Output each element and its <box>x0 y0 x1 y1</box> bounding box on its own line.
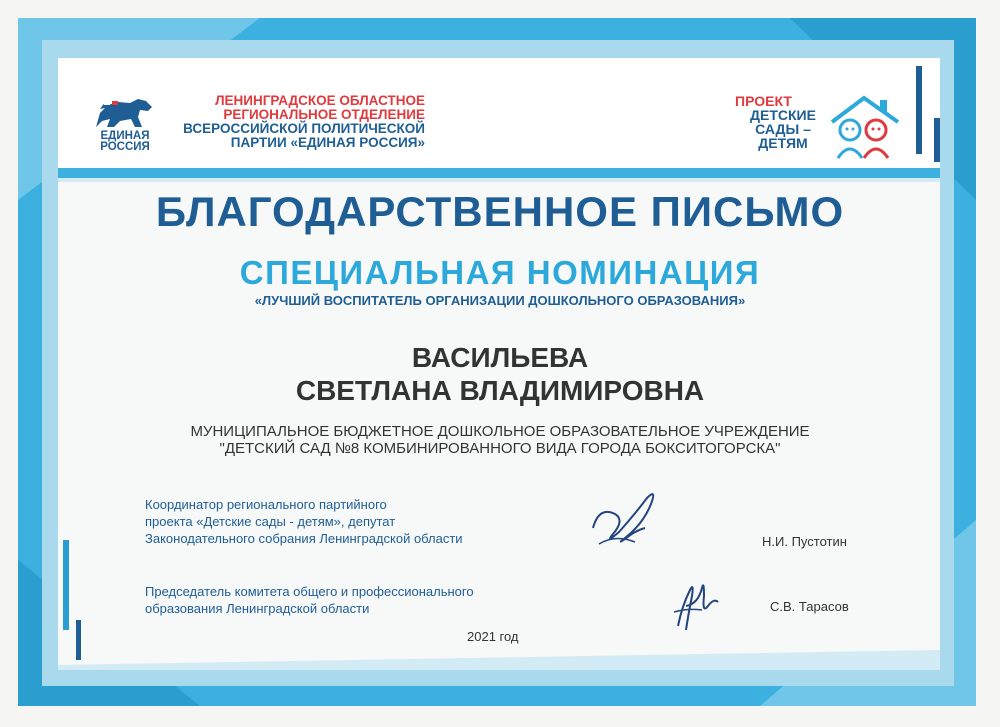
party-org-line2: РЕГИОНАЛЬНОЕ ОТДЕЛЕНИЕ <box>223 107 425 122</box>
nomination-title: СПЕЦИАЛЬНАЯ НОМИНАЦИЯ <box>239 254 761 291</box>
party-org-line3: ВСЕРОССИЙСКОЙ ПОЛИТИЧЕСКОЙ <box>183 121 425 136</box>
organization-line2: "ДЕТСКИЙ САД №8 КОМБИНИРОВАННОГО ВИДА ГОРОДА БОКСИТОГОРСКА" <box>219 440 781 457</box>
signatory1-position <box>145 496 463 547</box>
signatory1-name: Н.И. Пустотин <box>762 534 847 549</box>
project-line3: САДЫ – <box>755 121 811 137</box>
house-with-children-icon <box>826 92 906 162</box>
signatory2-position <box>145 583 474 617</box>
party-logo-line2: РОССИЯ <box>100 141 150 153</box>
project-line4: ДЕТЯМ <box>758 135 808 151</box>
project-line1: ПРОЕКТ <box>735 93 792 109</box>
party-logo-line1: ЕДИНАЯ <box>100 130 150 142</box>
party-org-line4: ПАРТИИ «ЕДИНАЯ РОССИЯ» <box>230 135 425 150</box>
recipient-given-names: СВЕТЛАНА ВЛАДИМИРОВНА <box>295 375 705 406</box>
signatory2-position-line1: Председатель комитета общего и профессионального <box>145 584 474 599</box>
project-line2: ДЕТСКИЕ <box>750 107 816 123</box>
certificate-year: 2021 год <box>467 629 519 644</box>
signatory1-position-line2: проекта «Детские сады - детям», депутат <box>145 514 396 529</box>
recipient-name <box>0 341 1000 407</box>
project-title <box>735 94 825 150</box>
party-organization <box>160 94 425 150</box>
party-logo-text <box>92 131 158 153</box>
recipient-organization <box>0 423 1000 457</box>
signature-icon <box>585 484 665 556</box>
signature-icon <box>668 576 724 634</box>
signatory2-position-line2: образования Ленинградской области <box>145 601 370 616</box>
signatory2-name: С.В. Тарасов <box>770 599 849 614</box>
bear-icon <box>90 93 160 133</box>
signatory1-position-line1: Координатор регионального партийного <box>145 497 387 512</box>
organization-line1: МУНИЦИПАЛЬНОЕ БЮДЖЕТНОЕ ДОШКОЛЬНОЕ ОБРАЗОВАТЕЛЬНОЕ УЧРЕЖДЕНИЕ <box>190 423 810 440</box>
recipient-surname: ВАСИЛЬЕВА <box>411 342 589 373</box>
certificate-title: БЛАГОДАРСТВЕННОЕ ПИСЬМО <box>155 188 845 235</box>
nomination-subtitle: «ЛУЧШИЙ ВОСПИТАТЕЛЬ ОРГАНИЗАЦИИ ДОШКОЛЬНОГО ОБРАЗОВАНИЯ» <box>254 293 746 308</box>
signatory1-position-line3: Законодательного собрания Ленинградской области <box>145 531 463 546</box>
party-org-line1: ЛЕНИНГРАДСКОЕ ОБЛАСТНОЕ <box>215 93 425 108</box>
